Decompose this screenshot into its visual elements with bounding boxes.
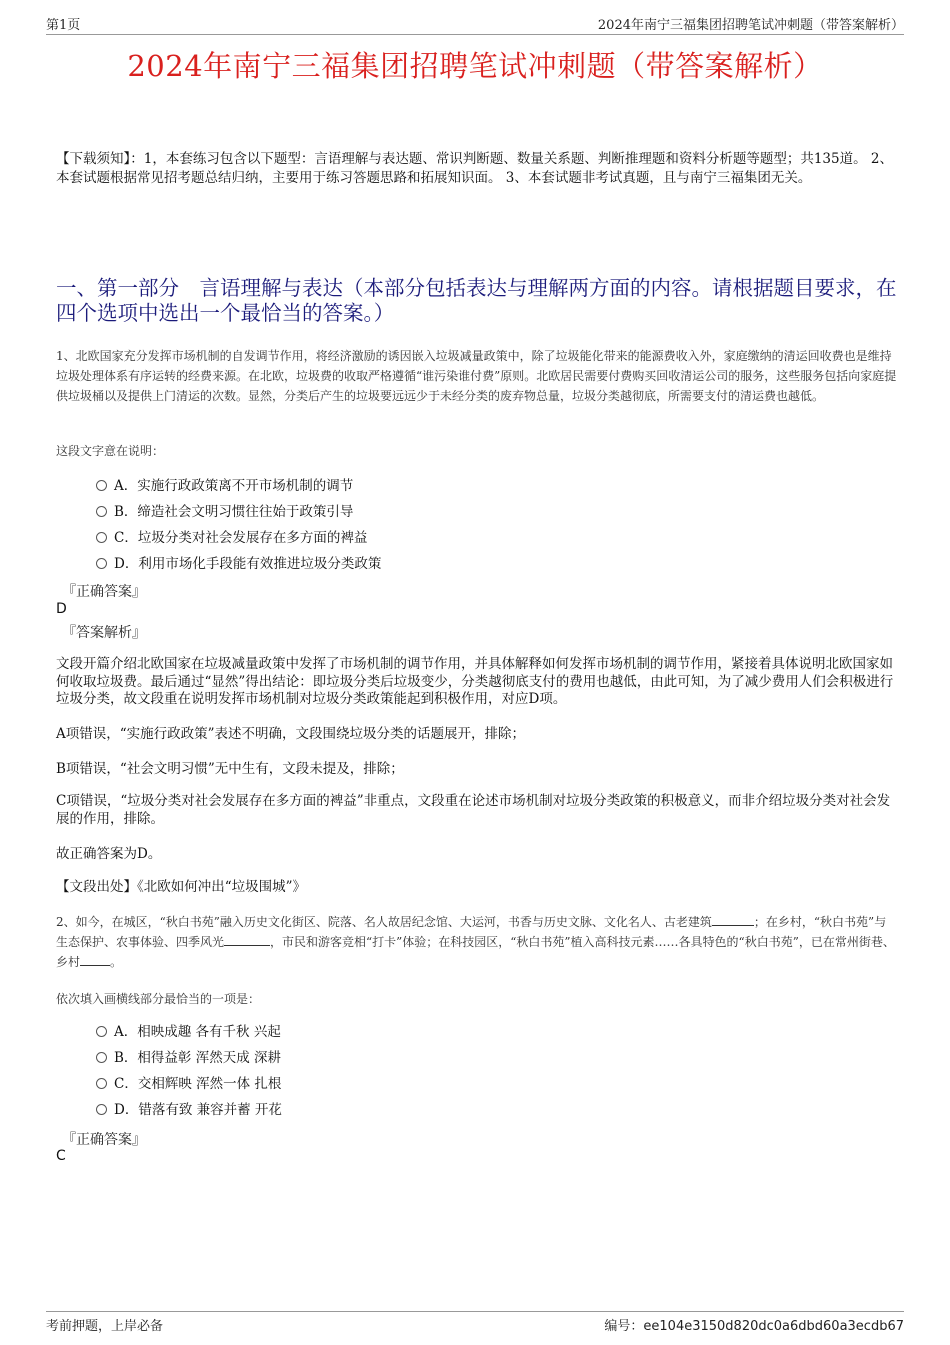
radio-icon[interactable] (96, 480, 107, 491)
analysis-option-c: C项错误，“垃圾分类对社会发展存在多方面的裨益”非重点，文段重在论述市场机制对垃圾分类政策的积极意义，而非介绍垃圾分类对社会发展的作用，排除。 (56, 793, 891, 827)
answer-label: 『正确答案』 (62, 1132, 146, 1148)
question-1-options (96, 473, 381, 577)
question-1-prompt: 这段文字意在说明： (56, 444, 165, 458)
radio-icon[interactable] (96, 506, 107, 517)
option-d[interactable]: D．利用市场化手段能有效推进垃圾分类政策 (96, 551, 381, 577)
analysis-option-a: A项错误，“实施行政政策”表述不明确，文段围绕垃圾分类的话题展开，排除； (56, 726, 526, 742)
question-2-prompt: 依次填入画横线部分最恰当的一项是： (56, 992, 261, 1006)
section-title: 一、第一部分 言语理解与表达（本部分包括表达与理解两方面的内容。请根据题目要求，在四个选项中选出一个最恰当的答案。） (56, 276, 897, 325)
option-b[interactable]: B．缔造社会文明习惯往往始于政策引导 (96, 499, 381, 525)
radio-icon[interactable] (96, 1104, 107, 1115)
option-b[interactable]: B．相得益彰 浑然天成 深耕 (96, 1045, 282, 1071)
option-d[interactable]: D．错落有致 兼容并蓄 开花 (96, 1097, 282, 1123)
question-1-stem: 1、北欧国家充分发挥市场机制的自发调节作用，将经济激励的诱因嵌入垃圾减量政策中，除了垃圾能化带来的能源费收入外，家庭缴纳的清运回收费也是维持垃圾处理体系有序运转的经费来源。在北欧，垃圾费的收取严格遵循“谁污染谁付费”原则。北欧居民需要付费购买回收清运公司的服务，这些服务包括向家庭提供垃圾桶以及提供上门清运的次数。显然，分类后产生的垃圾要远远少于未经分类的废弃物总量，垃圾分类越彻底，所需要支付的清运费也越低。 (56, 349, 897, 403)
question-2-options (96, 1019, 282, 1123)
answer-label: 『正确答案』 (62, 584, 146, 600)
answer-value: D (56, 601, 67, 617)
header-doc-title: 2024年南宁三福集团招聘笔试冲刺题（带答案解析） (597, 18, 904, 33)
option-c[interactable]: C．交相辉映 浑然一体 扎根 (96, 1071, 282, 1097)
text-source: 【文段出处】《北欧如何冲出“垃圾围城”》 (56, 879, 307, 895)
analysis-label: 『答案解析』 (62, 625, 146, 641)
option-a[interactable]: A．相映成趣 各有千秋 兴起 (96, 1019, 282, 1045)
document-code: 编号：ee104e3150d820dc0a6dbd60a3ecdb67 (604, 1319, 904, 1334)
download-notice: 【下载须知】：1，本套练习包含以下题型：言语理解与表达题、常识判断题、数量关系题、判断推理题和资料分析题等题型；共135道。 2、本套试题根据常见招考题总结归纳，主要用于练习答题思路和拓展知识面。 3、本套试题非考试真题，且与南宁三福集团无关。 (56, 151, 893, 186)
radio-icon[interactable] (96, 1026, 107, 1037)
analysis-option-b: B项错误，“社会文明习惯”无中生有，文段未提及，排除； (56, 761, 404, 777)
option-c[interactable]: C．垃圾分类对社会发展存在多方面的裨益 (96, 525, 381, 551)
page-header (46, 14, 904, 35)
analysis-conclusion: 故正确答案为D。 (56, 846, 162, 862)
footer-slogan: 考前押题，上岸必备 (46, 1319, 164, 1334)
document-title: 2024年南宁三福集团招聘笔试冲刺题（带答案解析） (127, 49, 823, 83)
blank-3 (80, 953, 110, 966)
answer-value: C (56, 1148, 66, 1164)
question-2-stem: 2、如今，在城区，“秋白书苑”融入历史文化街区、院落、名人故居纪念馆、大运河，书香与历史文脉、文化名人、古老建筑 ；在乡村，“秋白书苑”与生态保护、农事体验、四季风光 ，市民和游客竞相“打卡”体验；在科技园区，“秋白书苑”植入高科技元素……各具特色的“秋白书苑”，已在常州街巷、乡村 。 (56, 915, 895, 969)
page-number: 第1页 (46, 18, 81, 33)
radio-icon[interactable] (96, 532, 107, 543)
blank-2 (224, 933, 270, 946)
blank-1 (712, 913, 754, 926)
option-a[interactable]: A．实施行政政策离不开市场机制的调节 (96, 473, 381, 499)
radio-icon[interactable] (96, 558, 107, 569)
analysis-paragraph: 文段开篇介绍北欧国家在垃圾减量政策中发挥了市场机制的调节作用，并具体解释如何发挥市场机制的调节作用，紧接着具体说明北欧国家如何收取垃圾费。最后通过“显然”得出结论：即垃圾分类后垃圾变少，分类越彻底支付的费用也越低，由此可知，为了减少费用人们会积极进行垃圾分类，故文段重在说明发挥市场机制对垃圾分类政策能起到积极作用，对应D项。 (56, 656, 894, 707)
radio-icon[interactable] (96, 1078, 107, 1089)
radio-icon[interactable] (96, 1052, 107, 1063)
page-footer (46, 1311, 904, 1334)
